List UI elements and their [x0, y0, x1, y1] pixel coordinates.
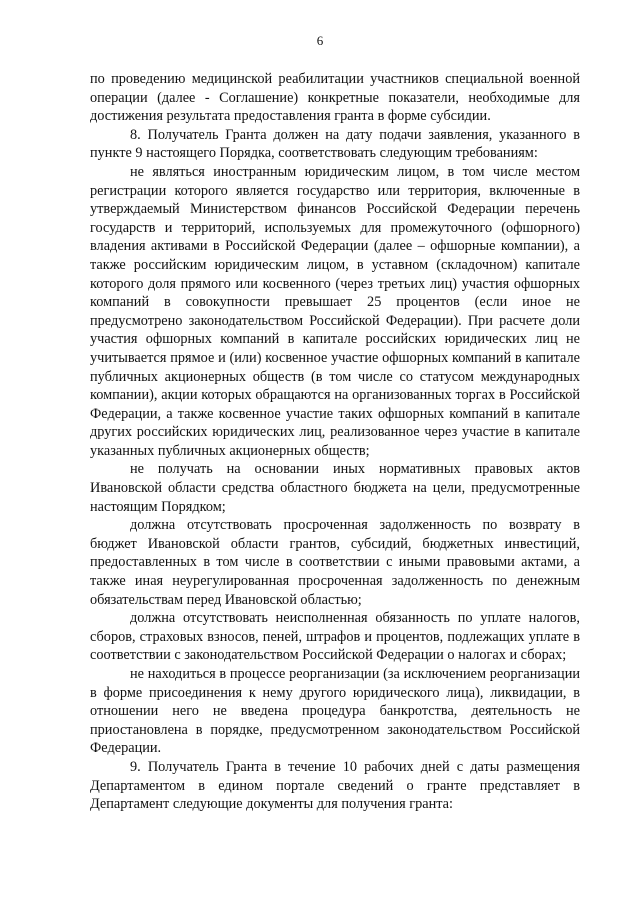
paragraph-requirement-no-overdue-debt: должна отсутствовать просроченная задолженность по возврату в бюджет Ивановской области грантов, субсидий, бюджетных инвестиций, предоставленных в том числе в соответствии с иными правовыми актами, а также иная неурегулированная просроченная задолженность по денежным обязательствам перед Ивановской областью; [90, 517, 580, 608]
paragraph-clause-9: 9. Получатель Гранта в течение 10 рабочих дней с даты размещения Департаментом в едином портале сведений о гранте представляет в Департамент следующие документы для получения гранта: [90, 758, 580, 813]
paragraph-requirement-no-tax-arrears: должна отсутствовать неисполненная обязанность по уплате налогов, сборов, страховых взносов, пеней, штрафов и процентов, подлежащих уплате в соответствии с законодательством Российской Федерации о налогах и сборах; [90, 610, 580, 664]
paragraph-continuation: по проведению медицинской реабилитации участников специальной военной операции (далее - Соглашение) конкретные показатели, необходимые для достижения результата предоставления гранта в форме субсидии. [90, 71, 580, 125]
page-number: 6 [316, 33, 324, 48]
paragraph-clause-8: 8. Получатель Гранта должен на дату подачи заявления, указанного в пункте 9 настоящего Порядка, соответствовать следующим требованиям: [90, 126, 580, 162]
paragraph-requirement-offshore: не являться иностранным юридическим лицом, в том числе местом регистрации которого является государство или территория, включенные в утверждаемый Министерством финансов Российской Федерации перечень государств и территорий, используемых для промежуточного (офшорного) владения активами в Российской Федерации (далее – офшорные компании), а также российским юридическим лицом, в уставном (складочном) капитале которого доля прямого или косвенного (через третьих лиц) участия офшорных компаний в совокупности превышает 25 процентов (если иное не предусмотрено законодательством Российской Федерации). При расчете доли участия офшорных компаний в капитале российских юридических лиц не учитывается прямое и (или) косвенное участие офшорных компаний в капитале публичных акционерных обществ (в том числе со статусом международных компании), акции которых обращаются на организованных торгах в Российской Федерации, а также косвенное участие таких офшорных компаний в капитале других российских юридических лиц, реализованное через участие в капитале указанных публичных акционерных обществ; [90, 163, 580, 459]
paragraph-requirement-no-reorganization: не находиться в процессе реорганизации (за исключением реорганизации в форме присоединения к нему другого юридического лица), ликвидации, в отношении него не введена процедура банкротства, деятельность не приостановлена в порядке, предусмотренном законодательством Российской Федерации. [90, 666, 580, 757]
document-body [90, 70, 580, 814]
paragraph-requirement-no-other-funds: не получать на основании иных нормативных правовых актов Ивановской области средства областного бюджета на цели, предусмотренные настоящим Порядком; [90, 461, 580, 515]
